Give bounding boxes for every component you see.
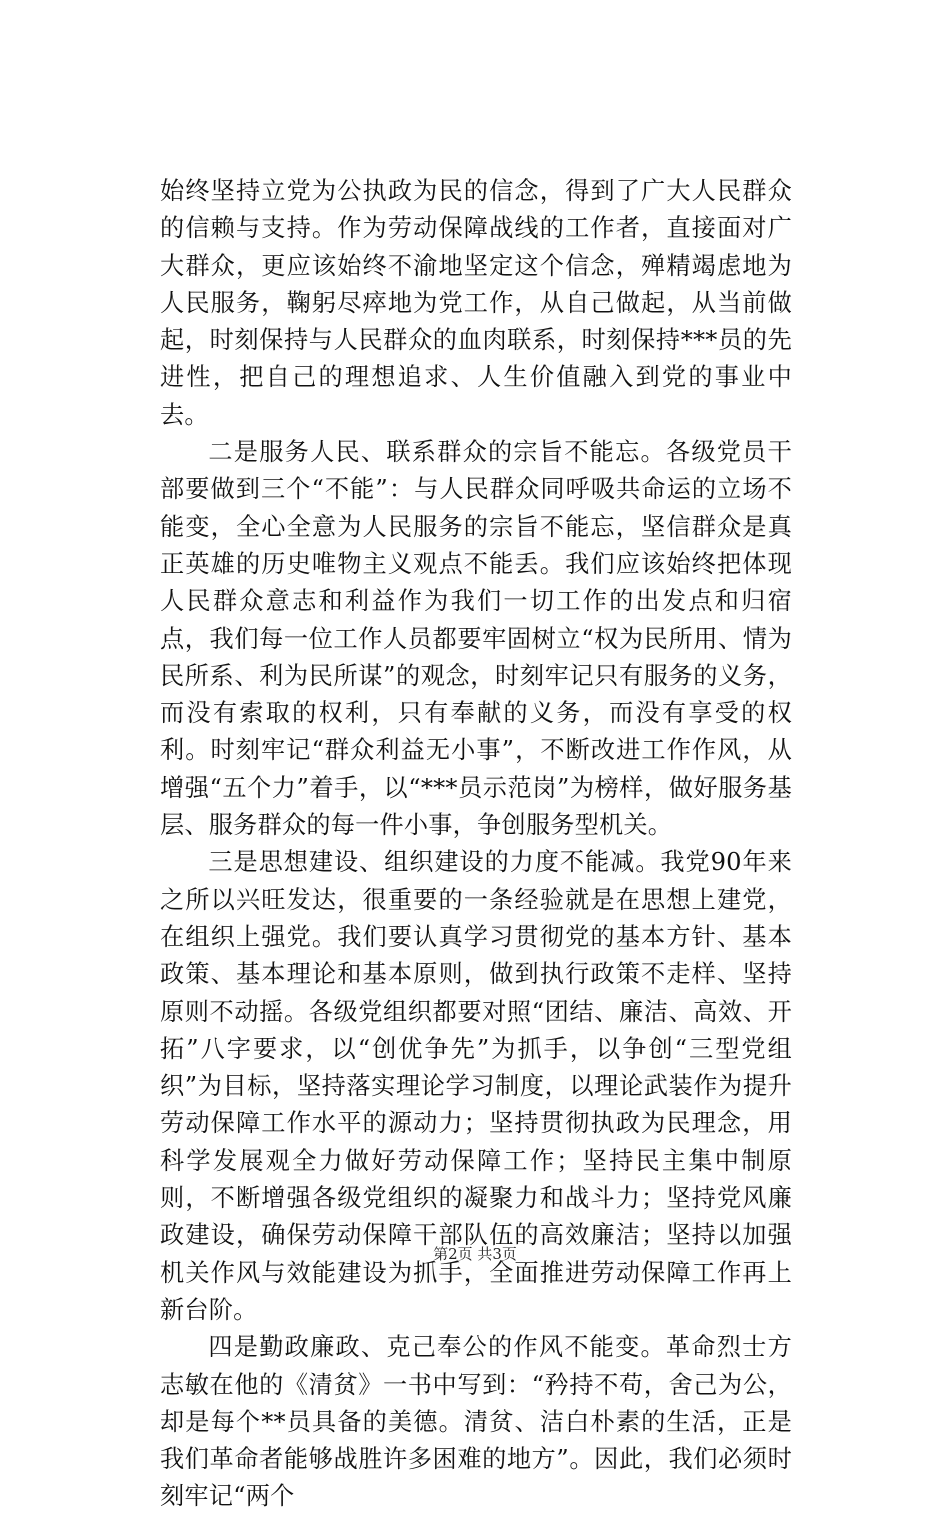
paragraph-1: 始终坚持立党为公执政为民的信念，得到了广大人民群众的信赖与支持。作为劳动保障战线的工作者，直接面对广大群众，更应该始终不渝地坚定这个信念，殚精竭虑地为人民服务，鞠躬尽瘁地为党工作，从自己做起，从当前做起，时刻保持与人民群众的血肉联系，时刻保持***员的先进性，把自己的理想追求、人生价值融入到党的事业中去。 — [160, 177, 792, 429]
page-footer: 第2页 共3页 — [433, 1245, 517, 1263]
document-body — [160, 173, 792, 1516]
paragraph-4: 四是勤政廉政、克己奉公的作风不能变。革命烈士方志敏在他的《清贫》一书中写到：“矜持不苟，舍己为公，却是每个**员具备的美德。清贫、洁白朴素的生活，正是我们革命者能够战胜许多困难的地方”。因此，我们必须时刻牢记“两个 — [160, 1333, 792, 1511]
paragraph-3: 三是思想建设、组织建设的力度不能减。我党90年来之所以兴旺发达，很重要的一条经验就是在思想上建党，在组织上强党。我们要认真学习贯彻党的基本方针、基本政策、基本理论和基本原则，做到执行政策不走样、坚持原则不动摇。各级党组织都要对照“团结、廉洁、高效、开拓”八字要求，以“创优争先”为抓手，以争创“三型党组织”为目标，坚持落实理论学习制度，以理论武装作为提升劳动保障工作水平的源动力；坚持贯彻执政为民理念，用科学发展观全力做好劳动保障工作；坚持民主集中制原则，不断增强各级党组织的凝聚力和战斗力；坚持党风廉政建设，确保劳动保障干部队伍的高效廉洁；坚持以加强机关作风与效能建设为抓手，全面推进劳动保障工作再上新台阶。 — [160, 848, 792, 1324]
paragraph-2: 二是服务人民、联系群众的宗旨不能忘。各级党员干部要做到三个“不能”：与人民群众同呼吸共命运的立场不能变，全心全意为人民服务的宗旨不能忘，坚信群众是真正英雄的历史唯物主义观点不能丢。我们应该始终把体现人民群众意志和利益作为我们一切工作的出发点和归宿点，我们每一位工作人员都要牢固树立“权为民所用、情为民所系、利为民所谋”的观念，时刻牢记只有服务的义务，而没有索取的权利，只有奉献的义务，而没有享受的权利。时刻牢记“群众利益无小事”，不断改进工作作风，从增强“五个力”着手，以“***员示范岗”为榜样，做好服务基层、服务群众的每一件小事，争创服务型机关。 — [160, 438, 792, 840]
